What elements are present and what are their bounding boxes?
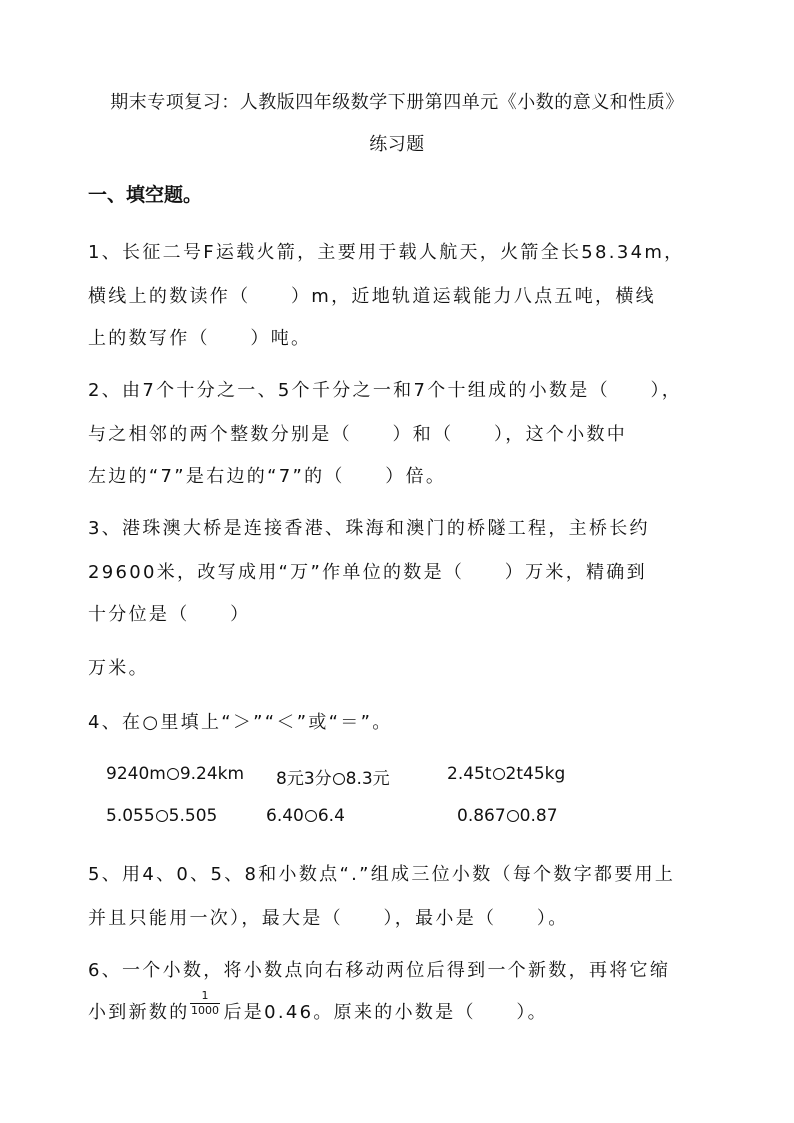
answer-circle-icon[interactable] — [305, 810, 317, 822]
q1-line-2: 横线上的数读作（ ）m，近地轨道运载能力八点五吨，横线 — [88, 286, 656, 307]
fraction — [190, 990, 220, 1017]
answer-circle-icon[interactable] — [156, 810, 168, 822]
answer-circle-icon[interactable] — [507, 810, 519, 822]
q5-line-2: 并且只能用一次），最大是（ ），最小是（ ）。 — [88, 908, 569, 929]
q5-line-1: 5、用4、0、5、8和小数点“.”组成三位小数（每个数字都要用上 — [88, 864, 676, 885]
comparison-item: 8元3分 8.3元 — [276, 769, 390, 789]
comparison-item: 5.055 5.505 — [106, 806, 218, 826]
q1-line-3: 上的数写作（ ）吨。 — [88, 328, 312, 349]
fraction-numerator: 1 — [201, 989, 209, 1002]
q3-line-3: 十分位是（ ） — [88, 604, 251, 625]
q2-line-3: 左边的“7”是右边的“7”的（ ）倍。 — [88, 466, 447, 487]
comparison-item: 6.40 6.4 — [266, 806, 345, 826]
answer-circle-icon[interactable] — [493, 768, 505, 780]
comparison-item: 0.867 0.87 — [457, 806, 558, 826]
q3-line-1: 3、港珠澳大桥是连接香港、珠海和澳门的桥隧工程，主桥长约 — [88, 518, 650, 539]
fraction-denominator: 1000 — [191, 1004, 219, 1017]
q2-line-2: 与之相邻的两个整数分别是（ ）和（ ），这个小数中 — [88, 424, 628, 445]
q2-line-1: 2、由7个十分之一、5个千分之一和7个十组成的小数是（ ）， — [88, 380, 683, 401]
q1-line-1: 1、长征二号F运载火箭，主要用于载人航天，火箭全长58.34m， — [88, 242, 685, 263]
answer-circle-icon[interactable] — [333, 773, 345, 785]
page-title: 期末专项复习：人教版四年级数学下册第四单元《小数的意义和性质》 — [110, 92, 684, 113]
q6-line-1: 6、一个小数，将小数点向右移动两位后得到一个新数，再将它缩 — [88, 960, 671, 981]
section-heading: 一、填空题。 — [88, 184, 203, 206]
q6-line-2: 小到新数的 后是0.46。原来的小数是（ ）。 — [88, 1002, 548, 1023]
q3-line-2: 29600米，改写成用“万”作单位的数是（ ）万米，精确到 — [88, 562, 647, 583]
q4-instruction: 4、在○里填上“＞”“＜”或“＝”。 — [88, 712, 393, 733]
comparison-item: 2.45t 2t45kg — [447, 764, 566, 784]
q3-line-4: 万米。 — [88, 658, 149, 679]
comparison-item: 9240m 9.24km — [106, 764, 245, 784]
page-subtitle: 练习题 — [369, 134, 425, 155]
answer-circle-icon[interactable] — [167, 768, 179, 780]
